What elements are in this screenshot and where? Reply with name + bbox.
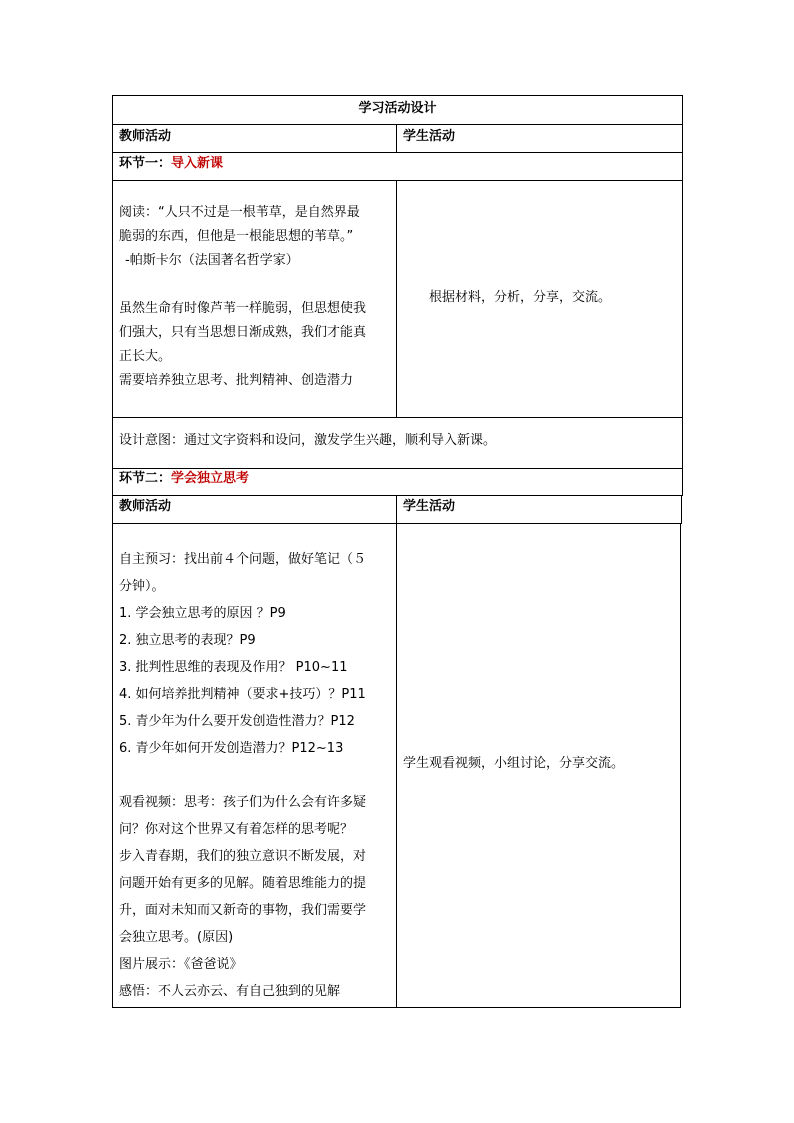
section2-label-prefix: 环节二： (119, 471, 172, 486)
text-line: 虽然生命有时像芦苇一样脆弱，但思想使我 (119, 301, 367, 316)
text-line: 步入青春期，我们的独立意识不断发展，对 (119, 849, 367, 864)
section2-student-text: 学生观看视频，小组讨论，分享交流。 (403, 756, 625, 771)
section2-label-name: 学会独立思考 (171, 471, 250, 486)
section2-teacher-cell (112, 523, 397, 1008)
section2-label (113, 469, 682, 489)
text-line: 分钟）。 (119, 579, 165, 594)
section1-label (113, 153, 682, 175)
section2-teacher-text (113, 524, 396, 1005)
section1-student-cell (396, 180, 683, 418)
list-item: 6. 青少年如何开发创造潜力？P12~13 (119, 741, 344, 756)
text-line: 们强大，只有当思想日渐成熟，我们才能真 (119, 325, 367, 340)
section2-student-header-cell (396, 495, 682, 524)
text-line: 正长大。 (119, 349, 172, 364)
section2-teacher-header-cell (112, 495, 397, 524)
text-line: 观看视频：思考：孩子们为什么会有许多疑 (119, 795, 367, 810)
section1-label-prefix: 环节一： (119, 156, 172, 171)
section2-teacher-header: 教师活动 (119, 499, 172, 514)
section2-label-cell (112, 468, 683, 496)
text-line (119, 762, 396, 789)
text-line: 问？你对这个世界又有着怎样的思考呢？ (119, 822, 354, 837)
list-item: 1. 学会独立思考的原因 ？P9 (119, 606, 286, 621)
list-item: 4. 如何培养批判精神（要求+技巧）？P11 (119, 687, 366, 702)
text-line: 需要培养独立思考、批判精神、创造潜力 (119, 373, 354, 388)
student-header-cell (396, 124, 683, 153)
design-intent-cell (112, 417, 683, 469)
section2-student-cell (396, 523, 681, 1008)
section1-teacher-text (113, 181, 396, 393)
section1-student-text: 根据材料，分析，分享，交流。 (429, 290, 612, 305)
text-line: 升，面对未知而又新奇的事物，我们需要学 (119, 903, 367, 918)
text-line: 会独立思考。(原因) (119, 930, 234, 945)
list-item: 3. 批判性思维的表现及作用？ P10~11 (119, 660, 348, 675)
text-line: -帕斯卡尔（法国著名哲学家） (125, 253, 299, 268)
text-line (119, 273, 396, 297)
section1-teacher-cell (112, 180, 397, 418)
list-item: 2. 独立思考的表现？P9 (119, 633, 256, 648)
text-line: 脆弱的东西，但他是一根能思想的苇草。” (119, 229, 354, 244)
design-intent-text: 设计意图：通过文字资料和设问，激发学生兴趣，顺利导入新课。 (119, 433, 497, 448)
student-header: 学生活动 (403, 129, 456, 144)
teacher-header-cell (112, 124, 397, 153)
text-line: 感悟：不人云亦云、有自己独到的见解 (119, 984, 341, 999)
section1-label-cell (112, 152, 683, 181)
section1-label-name: 导入新课 (171, 156, 224, 171)
text-line: 图片展示：《爸爸说》 (119, 957, 243, 972)
table-title: 学习活动设计 (358, 101, 437, 116)
list-item: 5. 青少年为什么要开发创造性潜力？P12 (119, 714, 355, 729)
table-title-cell (112, 95, 683, 125)
text-line: 问题开始有更多的见解。随着思维能力的提 (119, 876, 367, 891)
text-line: 阅读：“人只不过是一根苇草，是自然界最 (119, 205, 360, 220)
section2-student-header: 学生活动 (403, 499, 456, 514)
teacher-header: 教师活动 (119, 129, 172, 144)
text-line: 自主预习：找出前４个问题，做好笔记（５ (119, 552, 367, 567)
